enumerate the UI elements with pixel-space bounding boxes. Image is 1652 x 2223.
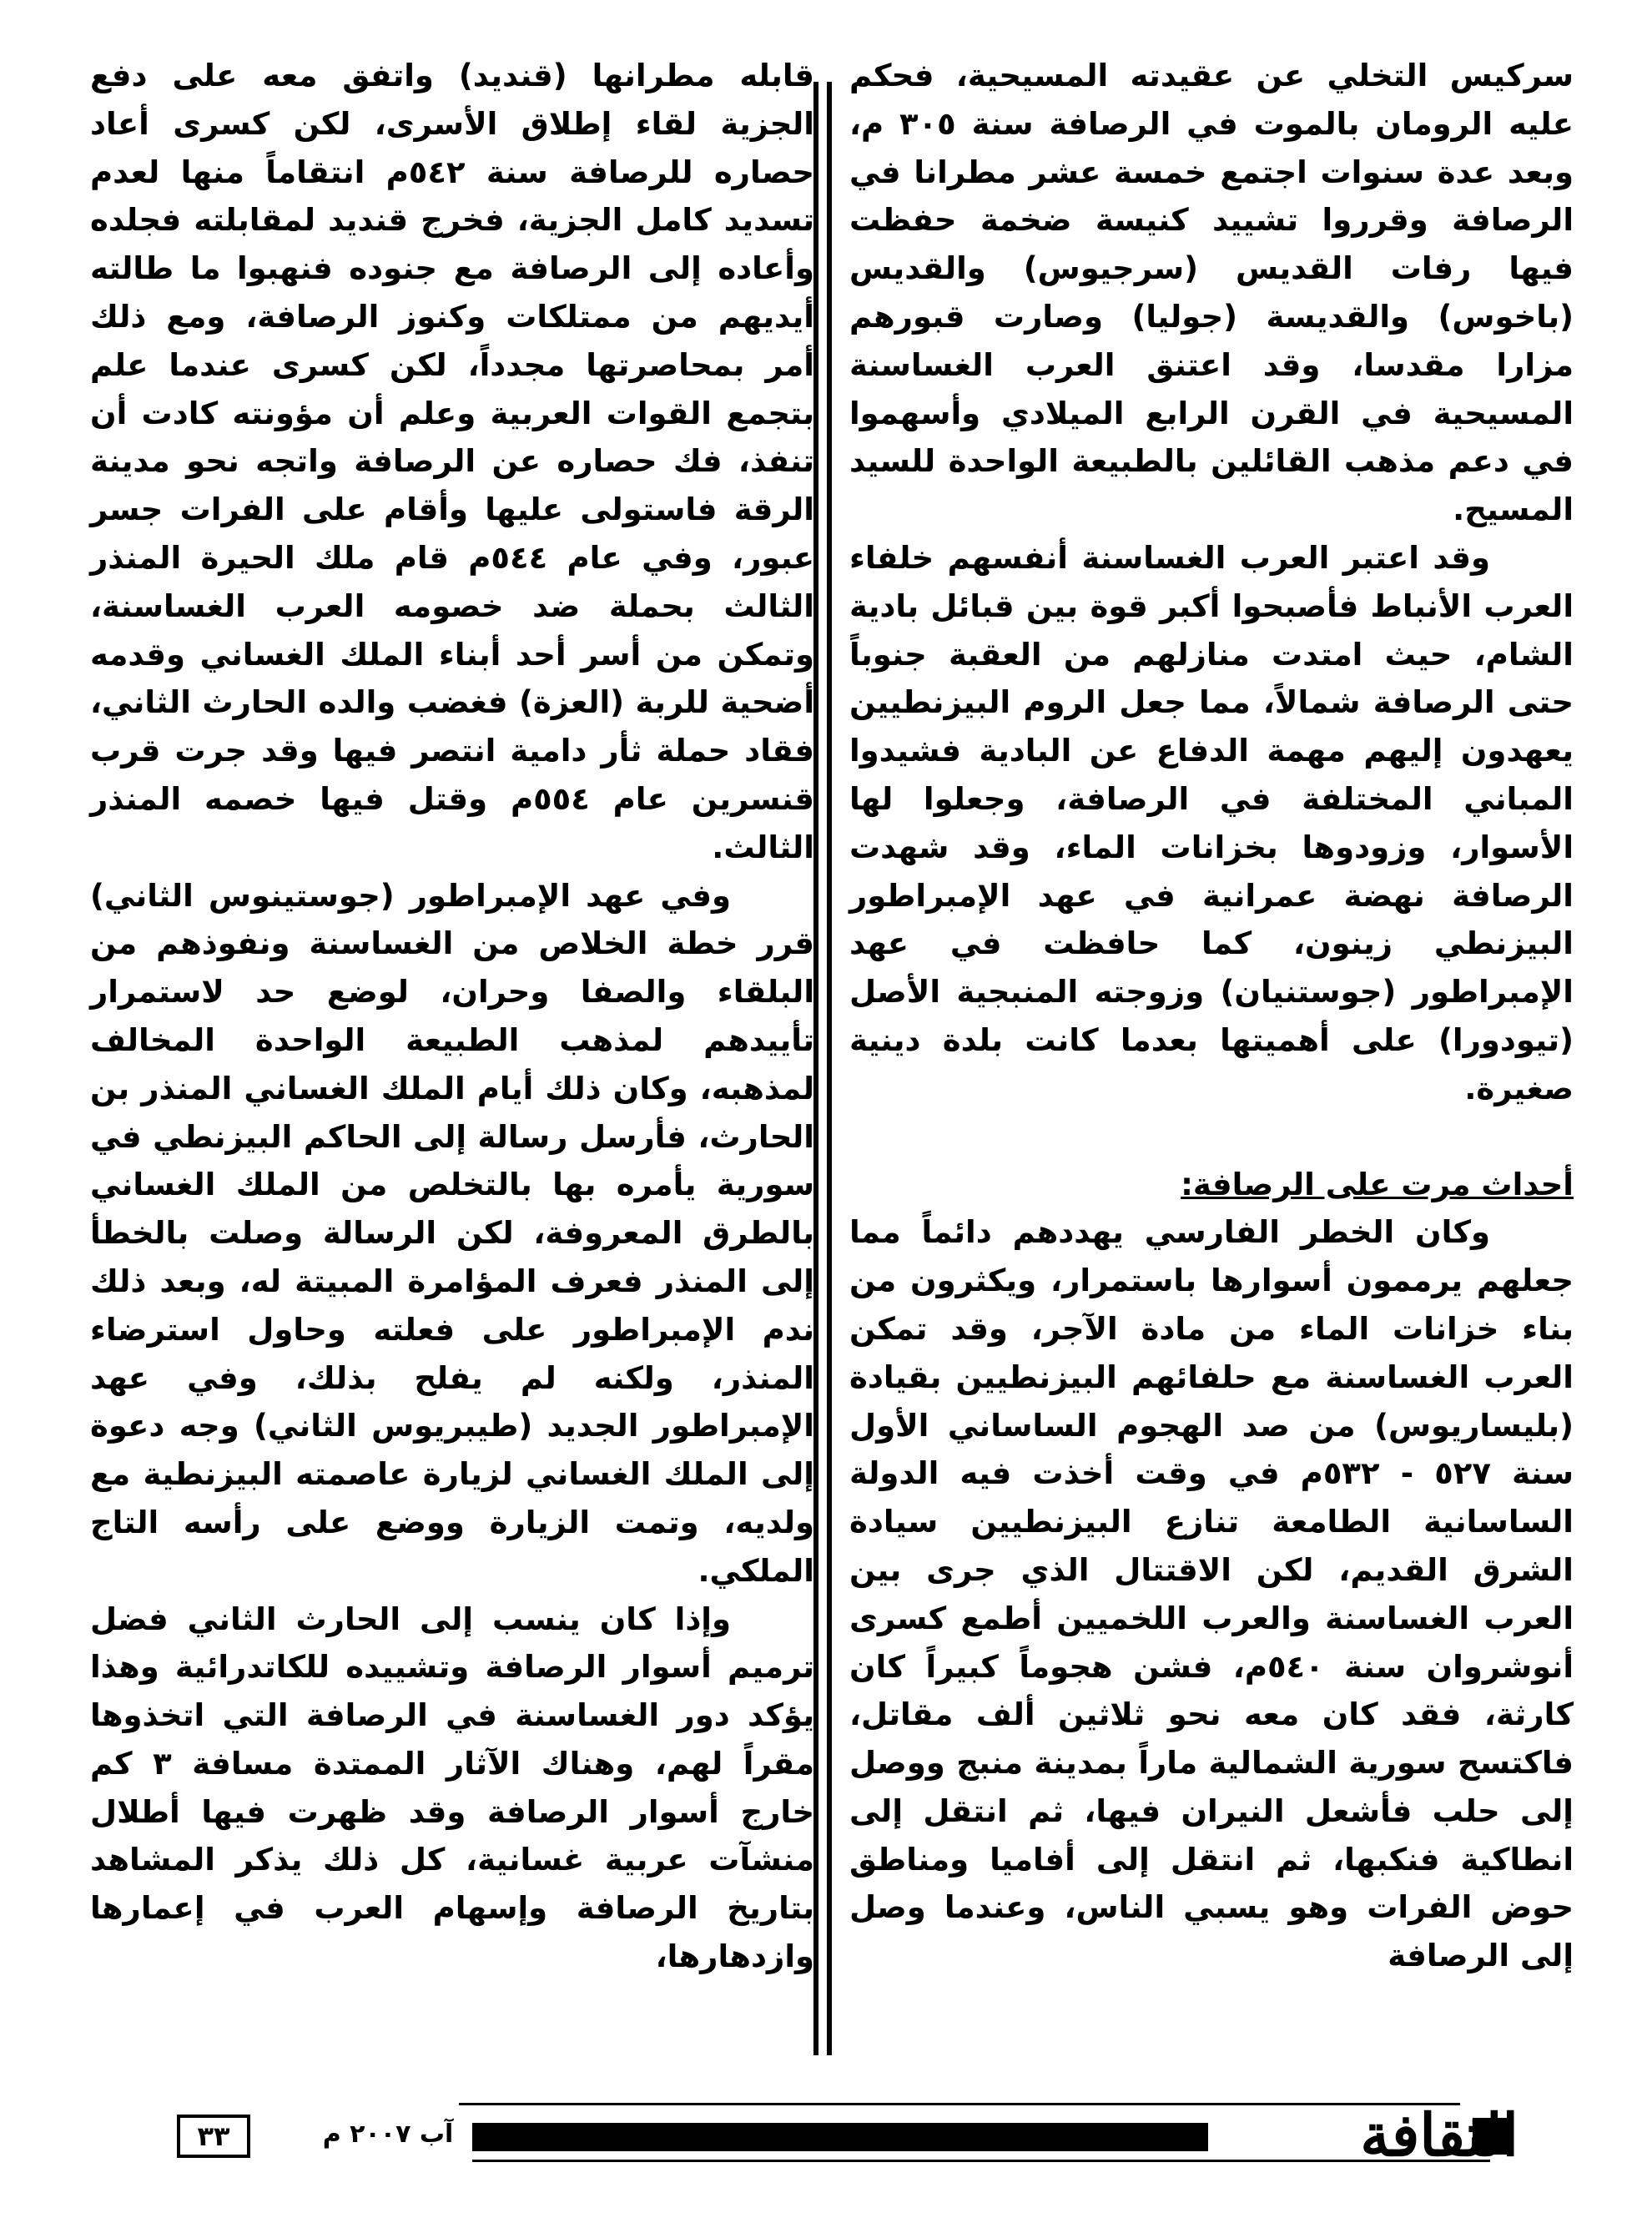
section-heading: أحداث مرت على الرصافة: [1181,1166,1574,1202]
left-column [90,52,814,1981]
page-number: ٣٣ [177,2115,250,2158]
paragraph: وإذا كان ينسب إلى الحارث الثاني فضل ترميم أسوار الرصافة وتشييده للكاتدرائية وهذا يؤكد دور الغساسنة في الرصافة التي اتخذوها مقراً لهم، وهناك الآثار الممتدة مسافة ٣ كم خارج أسوار الرصافة وقد ظهرت فيها أطلال منشآت عربية غسانية، كل ذلك يذكر المشاهد بتاريخ الرصافة وإسهام العرب في إعمارها وازدهارها، [90,1600,814,1975]
right-column [849,52,1574,1980]
column-divider [827,82,832,2055]
paragraph: سركيس التخلي عن عقيدته المسيحية، فحكم عليه الرومان بالموت في الرصافة سنة ٣٠٥ م، وبعد عدة سنوات اجتمع خمسة عشر مطرانا في الرصافة وقرروا تشييد كنيسة ضخمة حفظت فيها رفات القديس (سرجيوس) والقديس (باخوس) والقديسة (جوليا) وصارت قبورهم مزارا مقدسا، وقد اعتنق العرب الغساسنة المسيحية في القرن الرابع الميلادي وأسهموا في دعم مذهب القائلين بالطبيعة الواحدة للسيد المسيح. [849,58,1574,528]
paragraph: وفي عهد الإمبراطور (جوستينوس الثاني) قرر خطة الخلاص من الغساسنة ونفوذهم من البلقاء والصفا وحران، لوضع حد لاستمرار تأييدهم لمذهب الطبيعة الواحدة المخالف لمذهبه، وكان ذلك أيام الملك الغساني المنذر بن الحارث، فأرسل رسالة إلى الحاكم البيزنطي في سورية يأمره بها بالتخلص من الملك الغساني بالطرق المعروفة، لكن الرسالة وصلت بالخطأ إلى المنذر فعرف المؤامرة المبيتة له، وبعد ذلك ندم الإمبراطور على فعلته وحاول استرضاء المنذر، ولكنه لم يفلح بذلك، وفي عهد الإمبراطور الجديد (طيبريوس الثاني) وجه دعوة إلى الملك الغساني لزيارة عاصمته البيزنطية مع ولديه، وتمت الزيارة ووضع على رأسه التاج الملكي. [90,877,814,1589]
paragraph: وقد اعتبر العرب الغساسنة أنفسهم خلفاء العرب الأنباط فأصبحوا أكبر قوة بين قبائل بادية الشام، حيث امتدت منازلهم من العقبة جنوباً حتى الرصافة شمالاً، مما جعل الروم البيزنطيين يعهدون إليهم مهمة الدفاع عن البادية فشيدوا المباني المختلفة في الرصافة، وجعلوا لها الأسوار، وزودوها بخزانات الماء، وقد شهدت الرصافة نهضة عمرانية في عهد الإمبراطور البيزنطي زينون، كما حافظت في عهد الإمبراطور (جوستنيان) وزوجته المنبجية الأصل (تيودورا) على أهميتها بعدما كانت بلدة دينية صغيرة. [849,539,1574,1106]
page-footer [0,2094,1652,2174]
footer-bar [472,2123,1208,2151]
magazine-logo: الثقافة [1360,2100,1519,2170]
paragraph: قابله مطرانها (قنديد) واتفق معه على دفع الجزية لقاء إطلاق الأسرى، لكن كسرى أعاد حصاره للرصافة سنة ٥٤٢م انتقاماً منها لعدم تسديد كامل الجزية، فخرج قنديد لمقابلته فجلده وأعاده إلى الرصافة مع جنوده فنهبوا ما طالته أيديهم من ممتلكات وكنوز الرصافة، ومع ذلك أمر بمحاصرتها مجدداً، لكن كسرى عندما علم بتجمع القوات العربية وعلم أن مؤونته كادت أن تنفذ، فك حصاره عن الرصافة واتجه نحو مدينة الرقة فاستولى عليها وأقام على الفرات جسر عبور، وفي عام ٥٤٤م قام ملك الحيرة المنذر الثالث بحملة ضد خصومه العرب الغساسنة، وتمكن من أسر أحد أبناء الملك الغساني وقدمه أضحية للربة (العزة) فغضب والده الحارث الثاني، فقاد حملة ثأر دامية انتصر فيها وقد جرت قرب قنسرين عام ٥٥٤م وقتل فيها خصمه المنذر الثالث. [90,58,814,865]
issue-date: آب ٢٠٠٧ م [322,2120,454,2149]
paragraph: وكان الخطر الفارسي يهددهم دائماً مما جعلهم يرممون أسوارها باستمرار، ويكثرون من بناء خزانات الماء من مادة الآجر، وقد تمكن العرب الغساسنة مع حلفائهم البيزنطيين بقيادة (بليساريوس) من صد الهجوم الساساني الأول سنة ٥٢٧ - ٥٣٢م في وقت أخذت فيه الدولة الساسانية الطامعة تنازع البيزنطيين سيادة الشرق القديم، لكن الاقتتال الذي جرى بين العرب الغساسنة والعرب اللخميين أطمع كسرى أنوشروان سنة ٥٤٠م، فشن هجوماً كبيراً كان كارثة، فقد كان معه نحو ثلاثين ألف مقاتل، فاكتسح سورية الشمالية ماراً بمدينة منبج ووصل إلى حلب فأشعل النيران فيها، ثم انتقل إلى انطاكية فنكبها، ثم انتقل إلى أفاميا ومناطق حوض الفرات وهو يسبي الناس، وعندما وصل إلى الرصافة [849,1214,1574,1974]
